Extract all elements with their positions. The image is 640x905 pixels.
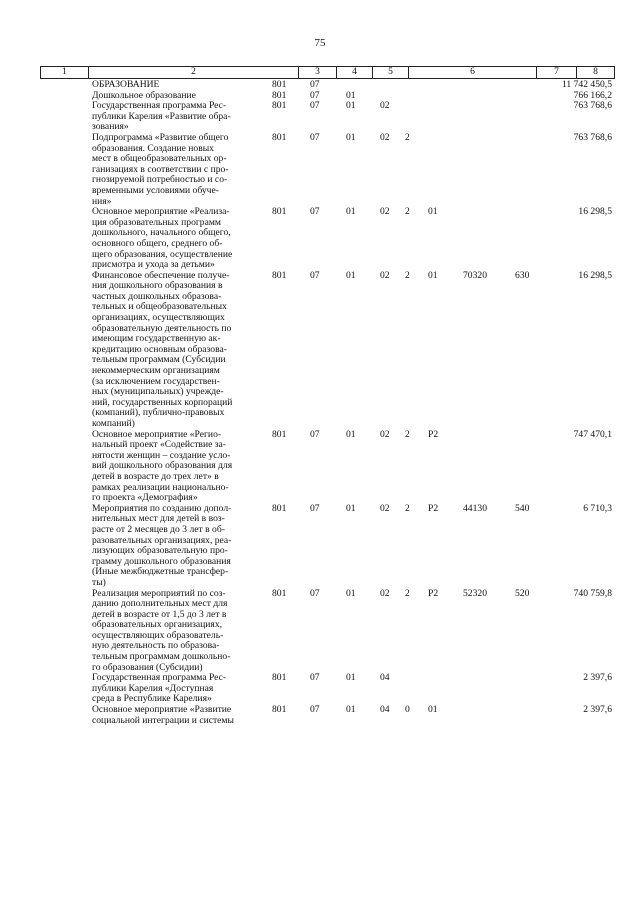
cell-amount: 16 298,5: [578, 269, 612, 281]
cell-amount: 11 742 450,5: [561, 79, 612, 90]
cell-name: Основное мероприятие «Реализа- ция образовательных программ дошкольного, начального общего, основного общего, среднего об- щего образования, осуществление присмотра и ухода за детьми»: [92, 206, 233, 271]
cell-name: Государственная программа Рес- публики Карелия «Развитие обра- зования»: [92, 100, 231, 133]
table-row: [0, 271, 640, 430]
cell-ved: 801: [272, 206, 287, 218]
cell-amount: 763 768,6: [573, 131, 612, 143]
cell-amount: 763 768,6: [573, 100, 612, 112]
cell-name: Реализация мероприятий по соз- данию дополнительных мест для детей в возрасте от 1,5 до 3 лет в образовательных организациях, осуществляющих образователь- ную деятельность по образова- тельным программам дошкольно- го образования (Субсидии): [92, 587, 231, 673]
cell-program: 02: [380, 269, 390, 281]
header-col-2: 2: [89, 67, 299, 78]
cell-subsection: 01: [346, 428, 356, 440]
cell-name: ОБРАЗОВАНИЕ: [92, 79, 160, 90]
header-col-5: 5: [373, 67, 409, 78]
cell-program: 02: [380, 502, 390, 514]
cell-ved: 801: [272, 79, 287, 90]
cell-subprogram: 2: [405, 502, 410, 514]
header-col-6: 6: [409, 67, 537, 78]
cell-ved: 801: [272, 502, 287, 514]
cell-expense-type: 520: [515, 587, 530, 599]
cell-activity: 01: [428, 206, 438, 218]
cell-name: Государственная программа Рес- публики Карелия «Доступная среда в Республике Карелия»: [92, 672, 227, 705]
cell-section: 07: [310, 79, 320, 90]
table-row: [0, 430, 640, 504]
cell-amount: 747 470,1: [573, 428, 612, 440]
cell-activity: P2: [428, 502, 439, 514]
cell-name: Мероприятия по созданию допол- нительных мест для детей в воз- расте от 2 месяцев до 3 лет в об- разовательных организациях, реа- лизующих образовательную про- грамму дошкольного образования (Иные межбюджетные трансфер- ты): [92, 502, 232, 588]
cell-program: 02: [380, 587, 390, 599]
table-body: [0, 80, 640, 726]
cell-section: 07: [310, 428, 320, 440]
cell-activity: P2: [428, 428, 439, 440]
cell-subsection: 01: [346, 704, 356, 716]
table-row: [0, 673, 640, 705]
cell-program: 02: [380, 206, 390, 218]
cell-name: Дошкольное образование: [92, 89, 196, 101]
cell-section: 07: [310, 131, 320, 143]
cell-ved: 801: [272, 587, 287, 599]
page-number: 75: [314, 37, 326, 49]
table-row: [0, 589, 640, 674]
table-row: [0, 80, 640, 91]
header-col-1: 1: [41, 67, 89, 78]
cell-program: 02: [380, 100, 390, 112]
cell-activity: 01: [428, 269, 438, 281]
cell-section: 07: [310, 100, 320, 112]
cell-name: Финансовое обеспечение получе- ния дошкольного образования в частных дошкольных образова- тельных и общеобразовательных организациях, осуществляющих образовательную деятельность по имеющим государственную ак- кредитацию основным образова- тельным программам (Субсидии некоммерческим организациям (за исключением государствен- ных (муниципальных) учрежде- ний, государственных корпораций (компаний), публично-правовых компаний): [92, 269, 233, 429]
cell-subprogram: 0: [405, 704, 410, 716]
cell-name: Основное мероприятие «Развитие социальной интеграции и системы: [92, 704, 234, 726]
table-row: [0, 705, 640, 726]
cell-subsection: 01: [346, 100, 356, 112]
cell-subprogram: 2: [405, 131, 410, 143]
cell-subsection: 01: [346, 206, 356, 218]
cell-ved: 801: [272, 428, 287, 440]
cell-direction: 52320: [463, 587, 487, 599]
cell-subprogram: 2: [405, 206, 410, 218]
cell-ved: 801: [272, 131, 287, 143]
table-row: [0, 504, 640, 589]
cell-ved: 801: [272, 269, 287, 281]
cell-subsection: 01: [346, 131, 356, 143]
cell-amount: 766 166,2: [573, 89, 612, 101]
cell-section: 07: [310, 89, 320, 101]
header-col-8: 8: [577, 67, 615, 78]
cell-name: Подпрограмма «Развитие общего образования. Создание новых мест в общеобразовательных ор- ганизациях в соответствии с про- гнозируемой потребностью и со- временными условиями обуче- ния»: [92, 131, 229, 207]
cell-activity: P2: [428, 587, 439, 599]
cell-subprogram: 2: [405, 428, 410, 440]
cell-amount: 2 397,6: [583, 672, 612, 684]
header-col-7: 7: [537, 67, 577, 78]
table-header: [40, 66, 615, 79]
table-row: [0, 133, 640, 207]
cell-section: 07: [310, 269, 320, 281]
cell-activity: 01: [428, 704, 438, 716]
cell-subsection: 01: [346, 502, 356, 514]
cell-section: 07: [310, 587, 320, 599]
cell-subsection: 01: [346, 89, 356, 101]
cell-amount: 2 397,6: [583, 704, 612, 716]
cell-expense-type: 630: [515, 269, 530, 281]
cell-ved: 801: [272, 100, 287, 112]
cell-section: 07: [310, 672, 320, 684]
cell-direction: 44130: [463, 502, 487, 514]
cell-subsection: 01: [346, 672, 356, 684]
cell-ved: 801: [272, 672, 287, 684]
header-col-4: 4: [337, 67, 373, 78]
cell-section: 07: [310, 502, 320, 514]
cell-subsection: 01: [346, 587, 356, 599]
header-col-3: 3: [299, 67, 337, 78]
table-row: [0, 101, 640, 133]
cell-section: 07: [310, 206, 320, 218]
cell-ved: 801: [272, 89, 287, 101]
cell-program: 02: [380, 428, 390, 440]
cell-amount: 16 298,5: [578, 206, 612, 218]
cell-program: 04: [380, 704, 390, 716]
cell-section: 07: [310, 704, 320, 716]
cell-subprogram: 2: [405, 587, 410, 599]
cell-subsection: 01: [346, 269, 356, 281]
cell-program: 04: [380, 672, 390, 684]
cell-ved: 801: [272, 704, 287, 716]
cell-amount: 740 759,8: [573, 587, 612, 599]
cell-expense-type: 540: [515, 502, 530, 514]
cell-direction: 70320: [463, 269, 487, 281]
cell-amount: 6 710,3: [583, 502, 612, 514]
cell-subprogram: 2: [405, 269, 410, 281]
cell-name: Основное мероприятие «Регио- нальный проект «Содействие за- нятости женщин – создание усло- вий дошкольного образования для детей в возрасте до трех лет» в рамках реализации национально- го проекта «Демография»: [92, 428, 233, 504]
table-row: [0, 207, 640, 271]
cell-program: 02: [380, 131, 390, 143]
